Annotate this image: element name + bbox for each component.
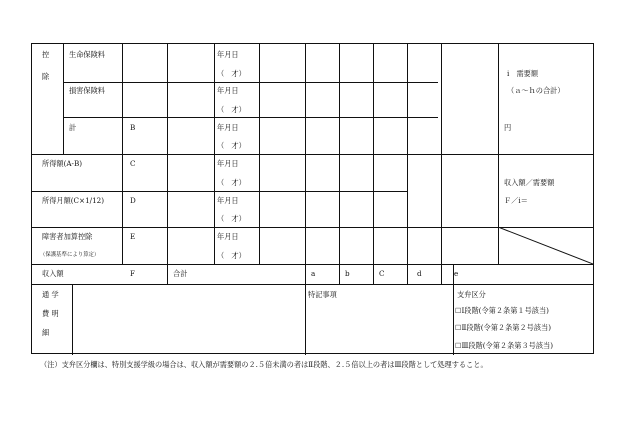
col-line-13 (72, 284, 73, 355)
row-line-2 (63, 117, 438, 118)
row-line-7 (32, 284, 593, 285)
commute-label-3: 細 (42, 328, 50, 337)
col-line-10 (441, 44, 442, 284)
col-line-2 (122, 44, 123, 264)
date-5: 年月日 (217, 196, 239, 205)
col-line-1 (63, 44, 64, 154)
revenue-label: 収入額 (42, 269, 64, 278)
category-option-3[interactable]: ☐Ⅲ段階(令第２条第３号該当) (455, 341, 554, 350)
code-d: D (130, 196, 136, 205)
footnote: （注）支弁区分欄は、特別支援学級の場合は、収入額が需要額の２.５倍未満の者はⅡ段階、２.５倍以上の者はⅢ段階として処理すること。 (40, 360, 488, 369)
need-amount-label: ⅰ 需要額 (507, 69, 539, 78)
income-label: 所得額(A-B) (42, 159, 83, 168)
age-5: （ 才） (217, 214, 246, 223)
col-line-5 (259, 44, 260, 264)
age-6: （ 才） (217, 251, 246, 260)
category-option-2[interactable]: ☐Ⅱ段階(令第２条第２号該当) (455, 323, 552, 332)
commute-label-1: 通 学 (42, 290, 59, 299)
age-1: （ 才） (217, 69, 246, 78)
sub-code-d: d (417, 269, 422, 278)
category-label: 支弁区分 (457, 290, 486, 299)
date-4: 年月日 (217, 159, 239, 168)
code-e: E (130, 232, 136, 241)
disability-sub-label: （保護基準により算定） (40, 252, 100, 258)
col-line-8 (373, 44, 374, 284)
col-line-7 (339, 44, 340, 284)
date-6: 年月日 (217, 232, 239, 241)
deduction-label-top: 控 (42, 50, 50, 59)
sub-code-e: e (454, 269, 459, 278)
yen-unit: 円 (504, 123, 512, 132)
total-label: 計 (69, 123, 77, 132)
age-2: （ 才） (217, 105, 246, 114)
deduction-label-bottom: 除 (42, 72, 50, 81)
sub-code-c: C (379, 269, 385, 278)
row-line-3 (32, 154, 593, 155)
life-insurance-label: 生命保険料 (69, 50, 105, 59)
date-2: 年月日 (217, 86, 239, 95)
row-line-6 (32, 264, 593, 265)
form-table (31, 43, 594, 354)
col-line-9 (407, 44, 408, 284)
col-line-4 (214, 44, 215, 264)
code-c: C (130, 159, 136, 168)
sum-label: 合計 (173, 269, 188, 278)
monthly-income-label: 所得月額(C×1/12) (42, 196, 105, 205)
ratio-label: 収入額／需要額 (504, 178, 555, 187)
code-f: F (130, 269, 135, 278)
commute-label-2: 費 明 (42, 309, 59, 318)
ratio-formula: Ｆ／ⅰ＝ (504, 196, 528, 205)
row-line-4 (32, 191, 407, 192)
date-1: 年月日 (217, 50, 239, 59)
damage-insurance-label: 損害保険料 (69, 86, 105, 95)
category-option-1[interactable]: ☐Ⅰ段階(令第２条第１号該当) (455, 306, 549, 315)
row-line-1 (63, 82, 438, 83)
sub-code-b: b (345, 269, 350, 278)
age-3: （ 才） (217, 141, 246, 150)
code-b: B (130, 123, 136, 132)
date-3: 年月日 (217, 123, 239, 132)
col-line-6 (305, 44, 306, 355)
sub-code-a: a (311, 269, 316, 278)
need-formula: （ａ～ｈの合計） (507, 86, 565, 95)
remarks-label: 特記事項 (308, 290, 337, 299)
col-line-3 (167, 44, 168, 284)
age-4: （ 才） (217, 178, 246, 187)
diagonal-slash (498, 227, 593, 264)
disability-label: 障害者加算控除 (42, 232, 93, 241)
